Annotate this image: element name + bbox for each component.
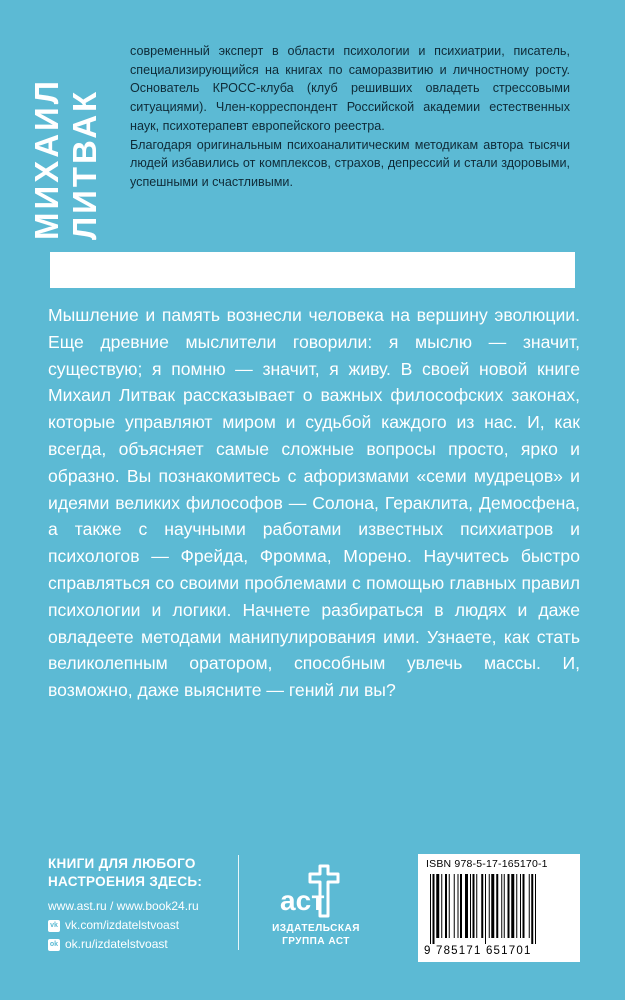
barcode-bar <box>489 874 490 938</box>
barcode-bar <box>445 874 447 938</box>
barcode-digits: 9 785171 651701 <box>424 945 532 957</box>
footer-heading <box>48 855 238 891</box>
barcode-bar <box>433 874 435 944</box>
barcode-bar <box>473 874 475 938</box>
barcode-bar <box>496 874 498 938</box>
author-first-name: МИХАИЛ <box>28 78 65 240</box>
vk-link-text[interactable]: vk.com/izdatelstvoast <box>65 918 180 932</box>
barcode-bar <box>470 874 471 938</box>
barcode-bar <box>436 874 439 938</box>
barcode-bar <box>529 874 530 938</box>
barcode-bar <box>520 874 521 938</box>
barcode-bar <box>485 874 486 944</box>
website-link-text[interactable]: www.ast.ru / www.book24.ru <box>48 899 199 913</box>
barcode-bar <box>523 874 525 938</box>
barcode-bar <box>511 874 514 938</box>
vk-link[interactable] <box>48 916 238 935</box>
footer-link-list <box>48 897 238 954</box>
barcode-bar <box>441 874 442 938</box>
ok-icon: ok <box>48 939 60 951</box>
author-bio <box>130 42 570 192</box>
barcode-bar <box>491 874 494 938</box>
barcode-bar <box>516 874 517 938</box>
publisher-name-line-2: ГРУППА АСТ <box>282 936 350 947</box>
barcode-bar <box>531 874 533 944</box>
isbn-label: ISBN 978-5-17-165170-1 <box>426 858 548 870</box>
barcode-bar <box>535 874 536 944</box>
bio-paragraph-2: Благодаря оригинальным психоаналитическим методикам автора тысячи людей избавились от комплексов, страхов, депрессий и стали здоровыми, успешными и счастливыми. <box>130 137 570 189</box>
barcode-bar <box>449 874 450 938</box>
ast-logo-text: аст <box>280 885 325 916</box>
barcode-bar <box>454 874 455 938</box>
barcode-bar <box>430 874 431 944</box>
ok-link-text[interactable]: ok.ru/izdatelstvoast <box>65 937 168 951</box>
barcode-bars <box>428 874 570 944</box>
footer-heading-line-1: КНИГИ ДЛЯ ЛЮБОГО <box>48 856 196 871</box>
barcode-bar <box>458 874 459 938</box>
white-band <box>50 252 575 288</box>
bio-paragraph-1: современный эксперт в области психологии и психиатрии, писатель, специализирующийся на книгах по саморазвитию и личностному росту. Основатель КРОСС-клуба (клуб решивших овладеть стрессовыми ситуациями). Член-корреспондент Российской академии естественных наук, психотерапевт европейского реестра. <box>130 44 570 133</box>
publisher-name <box>256 922 376 948</box>
barcode-bar <box>501 874 502 938</box>
publisher-name-line-1: ИЗДАТЕЛЬСКАЯ <box>272 923 360 934</box>
website-links[interactable] <box>48 897 238 916</box>
footer-links <box>48 855 238 954</box>
barcode-bar <box>460 874 462 938</box>
barcode-bar <box>465 874 468 938</box>
barcode-bar <box>476 874 477 938</box>
vk-icon: vk <box>48 920 60 932</box>
publisher-block <box>256 858 376 948</box>
author-name-vertical <box>28 40 108 240</box>
barcode-bar <box>481 874 483 938</box>
footer-divider <box>238 855 239 950</box>
barcode-bar <box>504 874 505 938</box>
book-annotation: Мышление и память вознесли человека на вершину эволюции. Еще древние мыслители говорили: я мыслю — значит, существую; я помню — значит, я живу. В своей новой книге Михаил Литвак рассказывает о важных философских законах, которые управляют миром и судьбой каждого из нас. И, как всегда, объясняет самые сложные вопросы просто, ярко и образно. Вы познакомитесь с афоризмами «семи мудрецов» и идеями великих философов — Солона, Гераклита, Демосфена, а также с научными работами известных психиатров и психологов — Фрейда, Фромма, Морено. Научитесь быстро справляться со своими проблемами с помощью главных правил психологии и логики. Начнете разбираться в людях и даже овладеете методами манипулирования ими. Узнаете, как стать великолепным оратором, способным увлечь массы. И, возможно, даже выясните — гений ли вы? <box>48 305 580 701</box>
barcode-bar <box>508 874 510 938</box>
footer-heading-line-2: НАСТРОЕНИЯ ЗДЕСЬ: <box>48 874 203 889</box>
ok-link[interactable] <box>48 935 238 954</box>
author-last-name: ЛИТВАК <box>66 88 103 240</box>
barcode-box <box>418 854 580 962</box>
ast-logo-icon <box>274 858 358 920</box>
